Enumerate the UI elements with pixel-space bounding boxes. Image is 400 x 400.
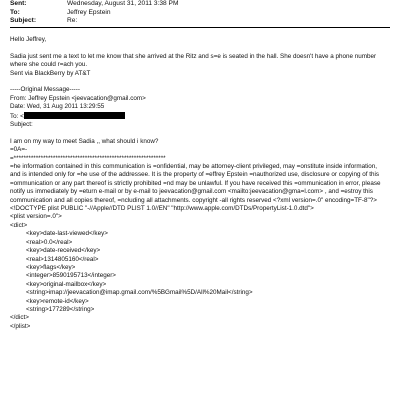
- header-divider: [10, 27, 390, 28]
- email-header: [10, 0, 390, 26]
- plist-entry: <key>original-mailbox</key>: [26, 280, 107, 288]
- asterisk-divider: =**************************************************************: [10, 154, 166, 162]
- sent-value: Wednesday, August 31, 2011 3:38 PM: [67, 0, 179, 7]
- reply-paragraph: Sadia just sent me a text to let me know that she arrived at the Ritz and s=e is seated in the hall. She doesn't have a phone number where she could r=ach you.: [10, 52, 377, 69]
- redaction-bar: [24, 112, 125, 119]
- plist-entry: <key>flags</key>: [26, 263, 76, 271]
- plist-entries: [10, 230, 386, 314]
- plist-open: <plist version=.0">: [10, 213, 62, 221]
- original-message-divider: -----Original Message-----: [10, 86, 80, 94]
- signature: Sent via BlackBerry by AT&T: [10, 69, 91, 77]
- original-to: [10, 112, 386, 121]
- to-row: [10, 9, 390, 18]
- encoded-line: =0A=-: [10, 146, 28, 154]
- plist-entry: <string>177289</string>: [26, 305, 95, 313]
- sent-row: [10, 0, 390, 9]
- plist-entry: <key>date-last-viewed</key>: [26, 230, 108, 238]
- to-value: Jeffrey Epstein: [67, 8, 111, 16]
- sent-label: Sent:: [10, 0, 27, 7]
- dict-close: </dict>: [10, 314, 29, 322]
- original-to-prefix: To: <: [10, 112, 24, 120]
- subject-row: [10, 17, 390, 26]
- plist-entry: <key>remote-id</key>: [26, 297, 89, 305]
- original-date: Date: Wed, 31 Aug 2011 13:29:55: [10, 103, 105, 111]
- greeting: Hello Jeffrey,: [10, 36, 47, 43]
- email-body: [10, 36, 386, 331]
- confidentiality-disclaimer: =he information contained in this communication is =onfidential, may be attorney-client privileged, may =onstitute inside information, and is intended only for =he use of the addressee. It is the property of =effrey Epstein =nauthorized use, disclosure or copying of this =ommunication or any part thereof is strictly prohibited =nd may be unlawful. If you have received this =ommunication in error, please notify us immediately by =eturn e-mail or by e-mail to jeevacation@gmail.com <mailto:jeevacation@gma=l.com> , and =estroy this communication and all copies thereof, =ncluding all attachments. copyright -all rights reserved <?xml version=.0" encoding=TF-8"?> <!DOCTYPE plist PUBLIC "-//Apple//DTD PLIST 1.0//EN" "http://www.apple.com/DTDs/PropertyList-1.0.dtd">: [10, 163, 381, 213]
- plist-entry: <real>0.0</real>: [26, 238, 73, 246]
- plist-entry: <integer>8590195713</integer>: [26, 272, 116, 280]
- subject-label: Subject:: [10, 17, 37, 25]
- original-subject: Subject:: [10, 121, 33, 129]
- message-line: I am on my way to meet Sadia ,, what should i know?: [10, 137, 159, 145]
- plist-entry: <key>date-received</key>: [26, 247, 101, 255]
- plist-entry: <string>imap://jeevacation@imap.gmail.com/%5BGmail%5D/All%20Mail</string>: [26, 289, 253, 297]
- original-from: From: Jeffrey Epstein <jeevacation@gmail.com>: [10, 94, 146, 102]
- to-label: To:: [10, 8, 20, 16]
- subject-value: Re:: [67, 17, 78, 25]
- dict-open: <dict>: [10, 221, 28, 229]
- plist-entry: <real>1314805160</real>: [26, 255, 99, 263]
- plist-close: </plist>: [10, 322, 31, 330]
